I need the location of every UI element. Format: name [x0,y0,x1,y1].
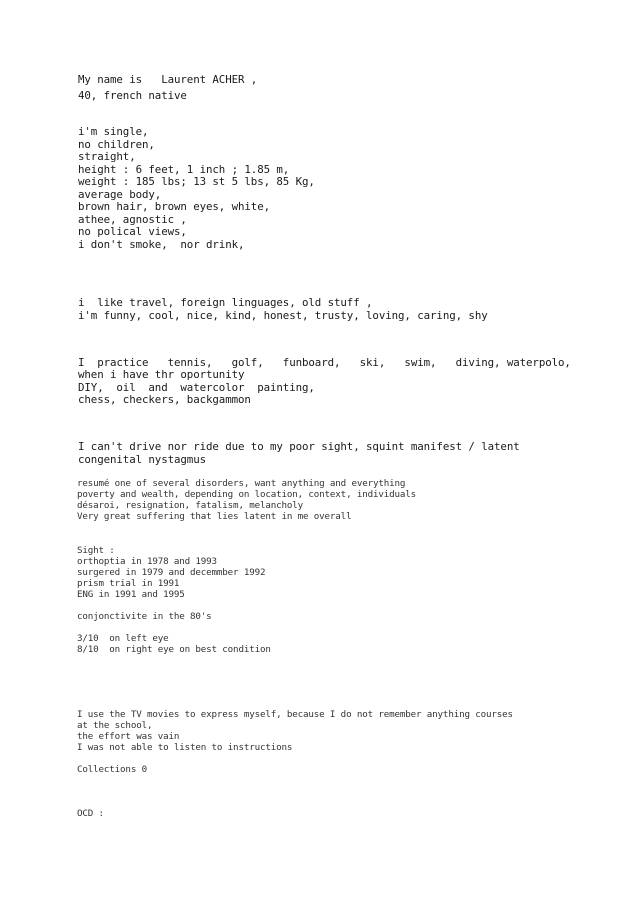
disorders-line: Very great suffering that lies latent in me overall [77,511,352,522]
likes-line: i'm funny, cool, nice, kind, honest, trusty, loving, caring, shy [78,309,488,322]
ocd-line: OCD : [77,808,104,819]
profile-line: no polical views, [78,225,187,238]
profile-line: i'm single, [78,125,149,138]
profile-line: height : 6 feet, 1 inch ; 1.85 m, [78,163,290,176]
intro-line: My name is Laurent ACHER , [78,73,258,86]
profile-line: straight, [78,150,136,163]
school-line: the effort was vain [77,731,180,742]
profile-line: athee, agnostic , [78,213,187,226]
practice-line: DIY, oil and watercolor painting, [78,381,315,394]
profile-line: weight : 185 lbs; 13 st 5 lbs, 85 Kg, [78,175,315,188]
practice-line: when i have thr oportunity [78,368,245,381]
school-line: at the school, [77,720,153,731]
practice-line: chess, checkers, backgammon [78,393,251,406]
disorders-line: désaroi, resignation, fatalism, melancholy [77,500,304,511]
practice-line: I practice tennis, golf, funboard, ski, swim, diving, waterpolo, [78,356,571,369]
sight-intro-line: I can't drive nor ride due to my poor sight, squint manifest / latent [78,440,520,453]
sight-history-line: orthoptia in 1978 and 1993 [77,556,217,567]
profile-line: brown hair, brown eyes, white, [78,200,271,213]
sight-history-line: Sight : [77,545,115,556]
intro-line: 40, french native [78,89,187,102]
acuity-line: 8/10 on right eye on best condition [77,644,271,655]
sight-history-line: surgered in 1979 and decemmber 1992 [77,567,266,578]
profile-line: i don't smoke, nor drink, [78,238,245,251]
sight-history-line: prism trial in 1991 [77,578,180,589]
disorders-line: resumé one of several disorders, want anything and everything [77,478,406,489]
disorders-line: poverty and wealth, depending on location, context, individuals [77,489,417,500]
sight-intro-line: congenital nystagmus [78,453,207,466]
profile-line: no children, [78,138,155,151]
likes-line: i like travel, foreign linguages, old stuff , [78,296,373,309]
acuity-line: 3/10 on left eye [77,633,169,644]
sight-history-line: ENG in 1991 and 1995 [77,589,185,600]
school-line: I was not able to listen to instructions [77,742,293,753]
school-line: I use the TV movies to express myself, because I do not remember anything courses [77,709,513,720]
conjunctivitis-line: conjonctivite in the 80's [77,611,212,622]
collections-line: Collections 0 [77,764,147,775]
profile-line: average body, [78,188,162,201]
